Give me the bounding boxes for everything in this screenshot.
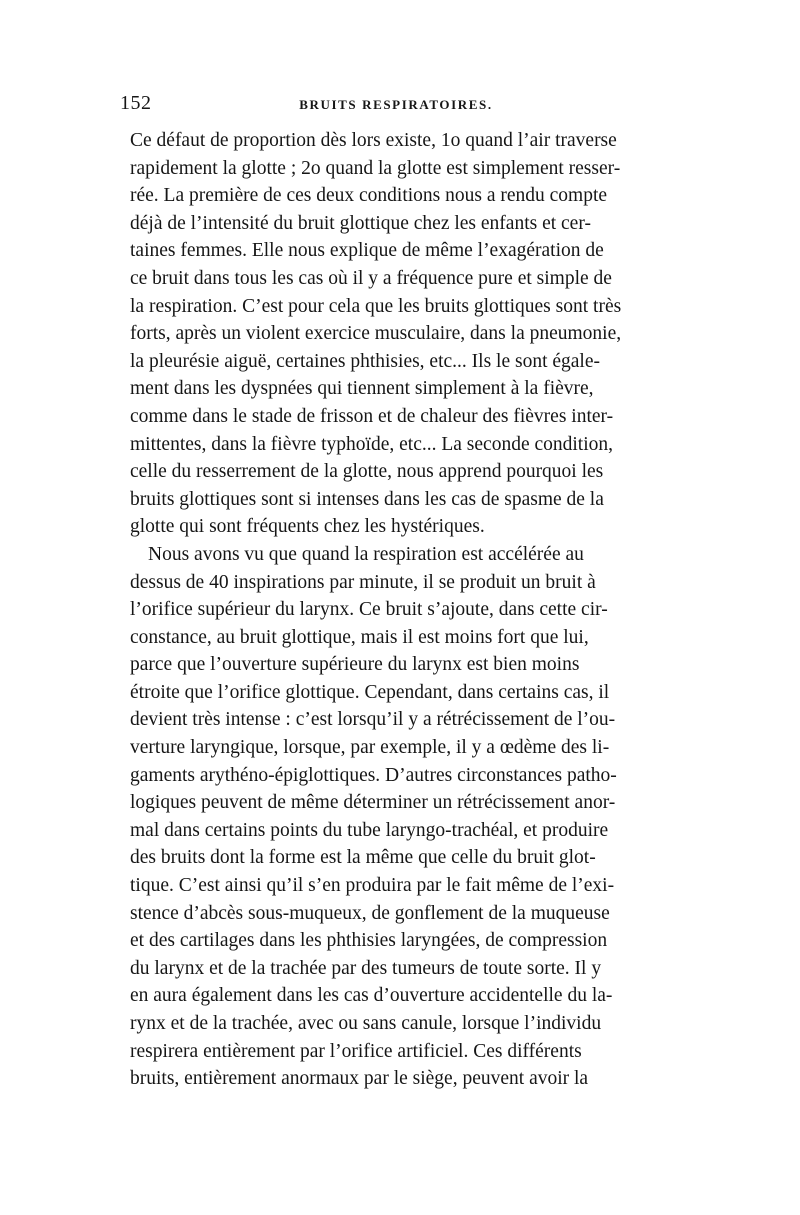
text-line: gaments arythéno-épiglottiques. D’autres circonstances patho- <box>130 764 617 786</box>
text-line: taines femmes. Elle nous explique de même l’exagération de <box>130 240 604 262</box>
text-line: forts, après un violent exercice musculaire, dans la pneumonie, <box>130 323 622 345</box>
page-number: 152 <box>120 92 152 114</box>
text-line: tique. C’est ainsi qu’il s’en produira par le fait même de l’exi- <box>130 875 615 897</box>
text-line: comme dans le stade de frisson et de chaleur des fièvres inter- <box>130 405 614 427</box>
text-line: et des cartilages dans les phthisies laryngées, de compression <box>130 930 608 952</box>
text-line: mittentes, dans la fièvre typhoïde, etc... La seconde condition, <box>130 433 614 455</box>
running-title: BRUITS RESPIRATOIRES. <box>299 97 493 112</box>
text-line: la respiration. C’est pour cela que les bruits glottiques sont très <box>130 295 622 317</box>
text-line: parce que l’ouverture supérieure du larynx est bien moins <box>130 654 580 676</box>
text-line: Nous avons vu que quand la respiration est accélérée au <box>148 543 584 565</box>
text-line: constance, au bruit glottique, mais il est moins fort que lui, <box>130 626 589 648</box>
text-line: stence d’abcès sous-muqueux, de gonflement de la muqueuse <box>130 902 610 924</box>
text-line: verture laryngique, lorsque, par exemple, il y a œdème des li- <box>130 737 610 759</box>
text-line: celle du resserrement de la glotte, nous apprend pourquoi les <box>130 461 604 483</box>
text-line: mal dans certains points du tube laryngo-trachéal, et produire <box>130 819 609 841</box>
text-line: bruits, entièrement anormaux par le siège, peuvent avoir la <box>130 1068 589 1090</box>
text-line: dessus de 40 inspirations par minute, il se produit un bruit à <box>130 571 596 593</box>
body-text <box>130 127 670 1093</box>
text-line: ce bruit dans tous les cas où il y a fréquence pure et simple de <box>130 267 612 289</box>
text-line: rynx et de la trachée, avec ou sans canule, lorsque l’individu <box>130 1013 602 1034</box>
text-line: ment dans les dyspnées qui tiennent simplement à la fièvre, <box>130 378 594 400</box>
text-line: l’orifice supérieur du larynx. Ce bruit s’ajoute, dans cette cir- <box>130 599 608 621</box>
text-line: en aura également dans les cas d’ouverture accidentelle du la- <box>130 985 613 1007</box>
page-header <box>120 92 672 120</box>
text-line: étroite que l’orifice glottique. Cependant, dans certains cas, il <box>130 681 610 703</box>
text-line: devient très intense : c’est lorsqu’il y a rétrécissement de l’ou- <box>130 709 616 731</box>
text-line: Ce défaut de proportion dès lors existe, 1o quand l’air traverse <box>130 130 617 151</box>
text-line: respirera entièrement par l’orifice artificiel. Ces différents <box>130 1040 582 1062</box>
text-line: du larynx et de la trachée par des tumeurs de toute sorte. Il y <box>130 957 602 979</box>
text-line: bruits glottiques sont si intenses dans les cas de spasme de la <box>130 488 604 510</box>
text-line: logiques peuvent de même déterminer un rétrécissement anor- <box>130 792 616 814</box>
text-line: glotte qui sont fréquents chez les hystériques. <box>130 516 485 538</box>
text-line: déjà de l’intensité du bruit glottique chez les enfants et cer- <box>130 212 591 234</box>
text-line: la pleurésie aiguë, certaines phthisies, etc... Ils le sont égale- <box>130 350 600 372</box>
text-line: rée. La première de ces deux conditions nous a rendu compte <box>130 185 608 207</box>
text-line: rapidement la glotte ; 2o quand la glotte est simplement resser- <box>130 157 621 179</box>
text-line: des bruits dont la forme est la même que celle du bruit glot- <box>130 847 596 869</box>
